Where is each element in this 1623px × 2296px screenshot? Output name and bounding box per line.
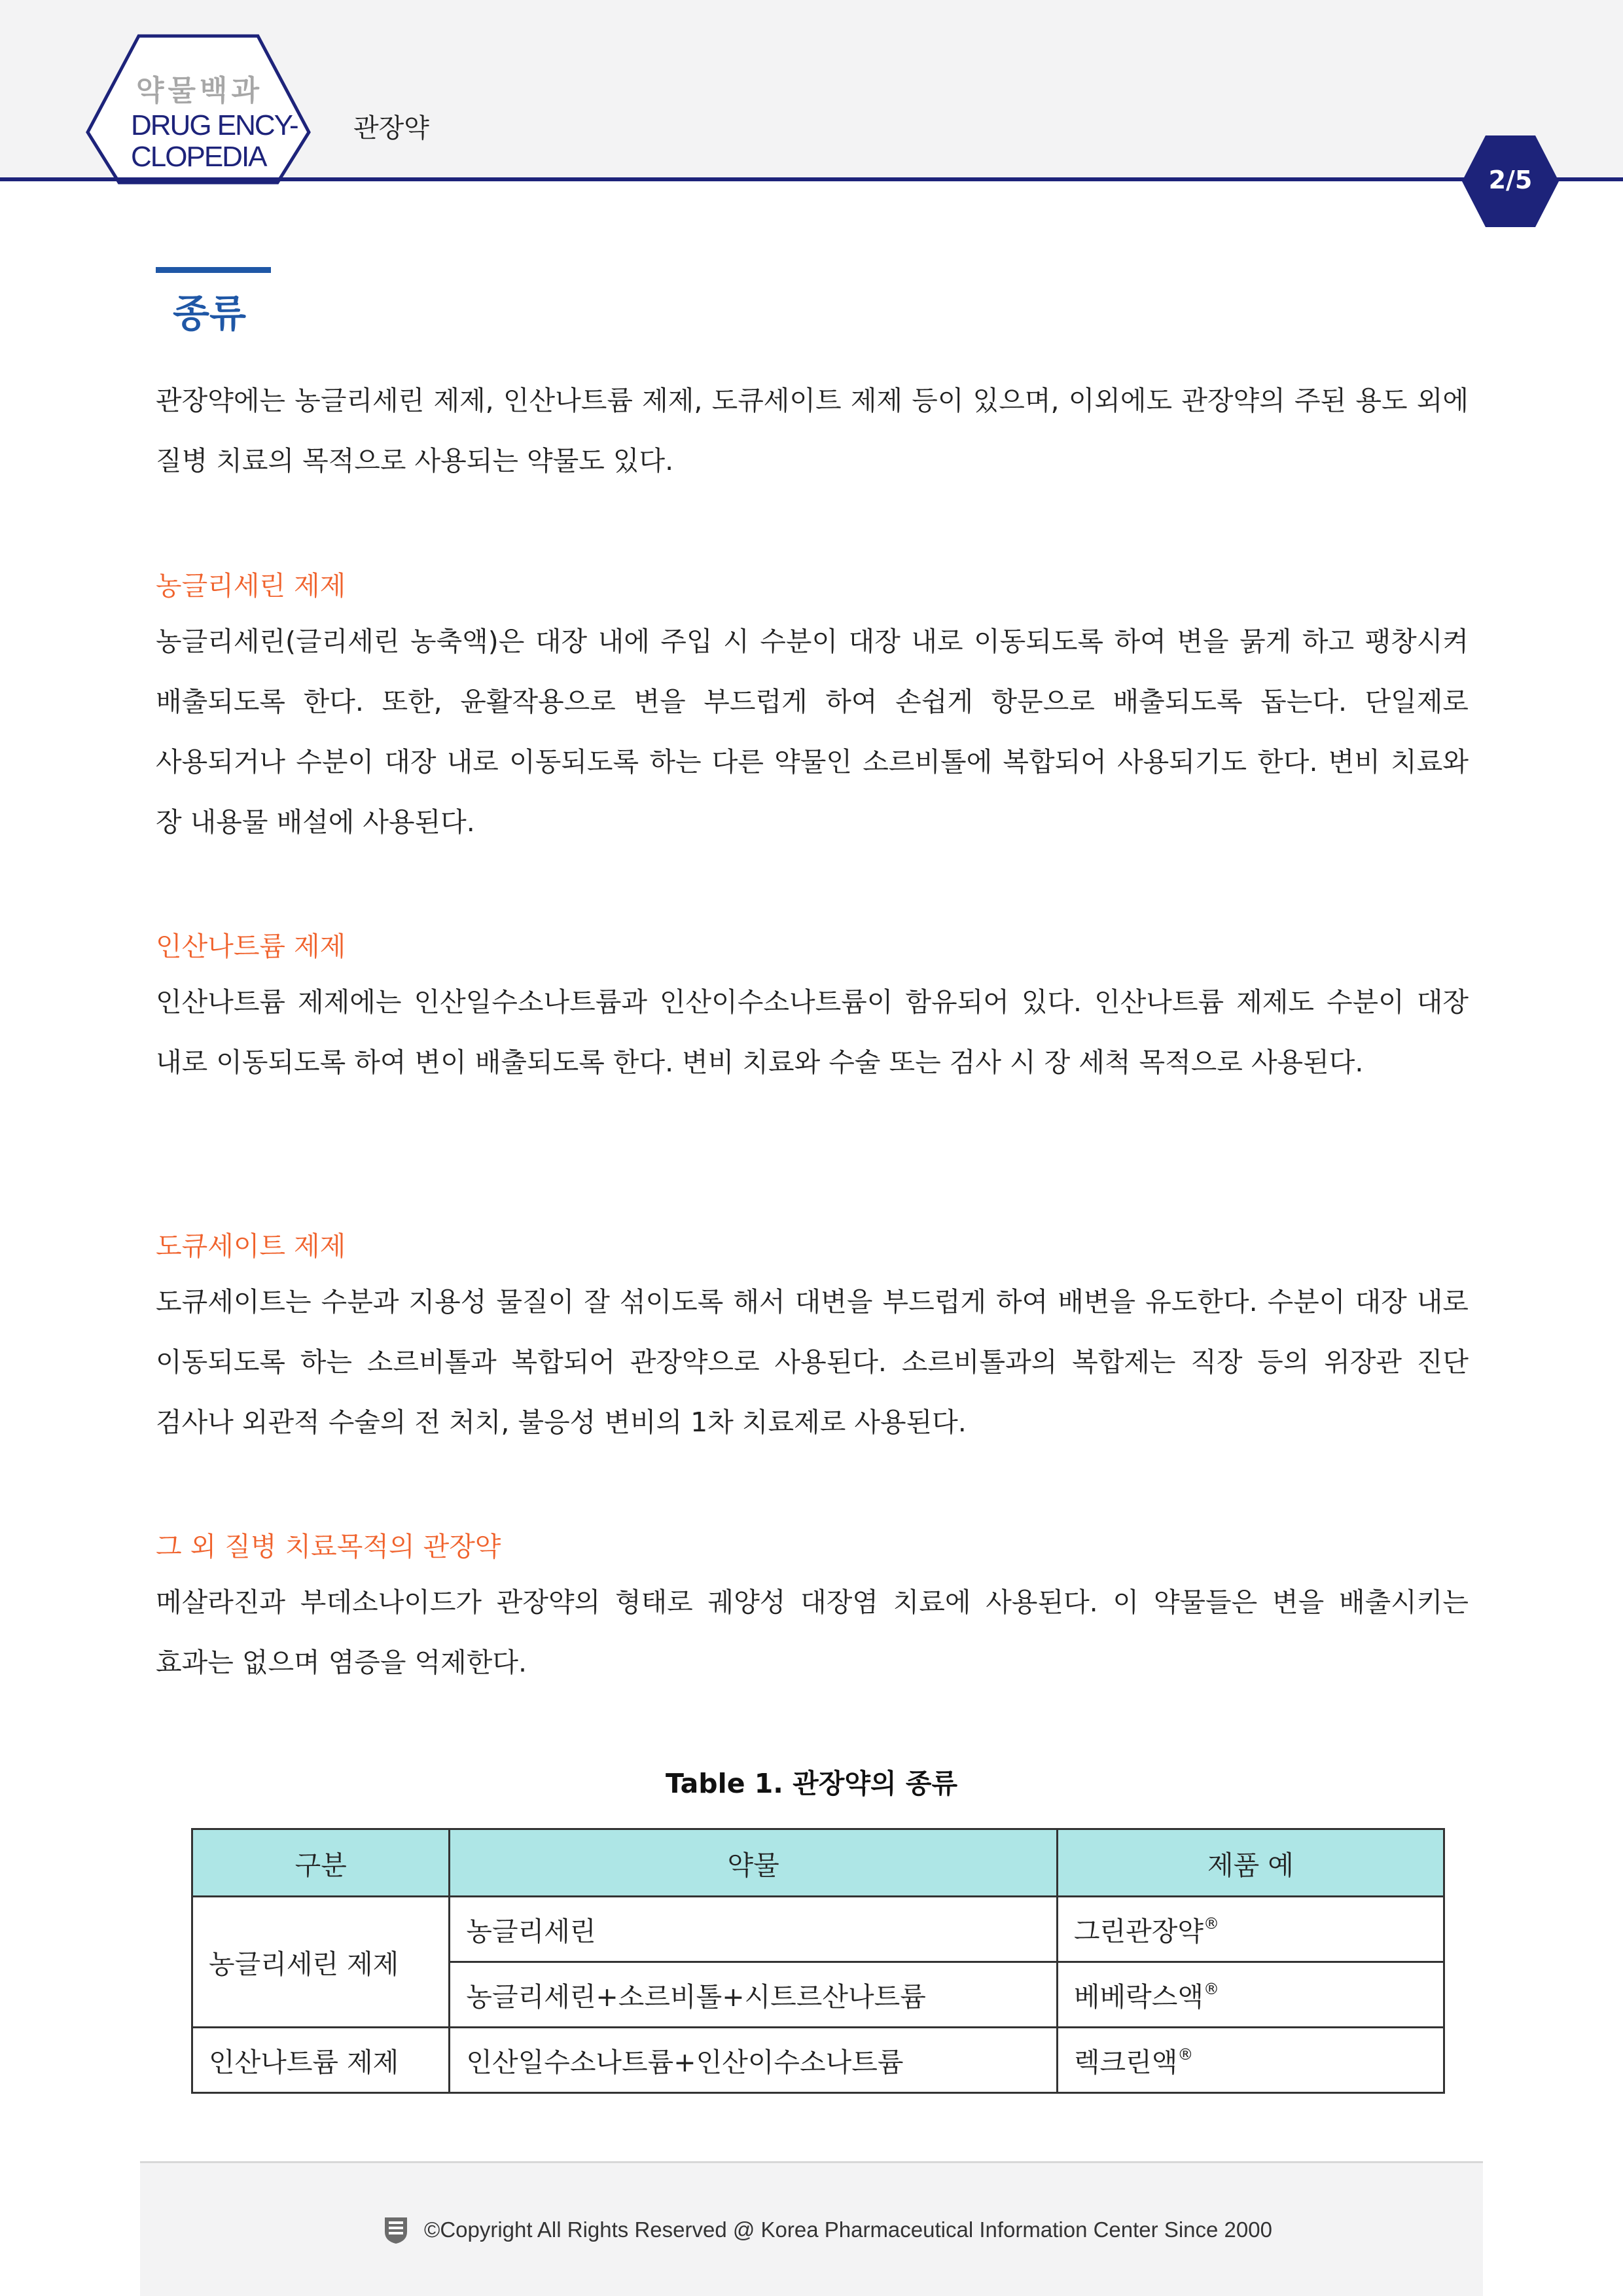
- table-row: [192, 1897, 1444, 1962]
- product-name: 렉크린액: [1073, 2047, 1178, 2078]
- subsection-title-sodium-phosphate: 인산나트륨 제제: [156, 931, 346, 962]
- subsection-title-glycerin: 농글리세린 제제: [156, 570, 346, 601]
- subsection-body-other: 메살라진과 부데소나이드가 관장약의 형태로 궤양성 대장염 치료에 사용된다. 이 약물들은 변을 배출시키는 효과는 없으며 염증을 억제한다.: [156, 1587, 1469, 1678]
- table-cell-drug: 인산일수소나트륨+인산이수소나트륨: [450, 2028, 1058, 2093]
- subsection-title-docusate: 도큐세이트 제제: [156, 1230, 346, 1262]
- footer-copyright: ©Copyright All Rights Reserved @ Korea Pharmaceutical Information Center Since 2000: [424, 2217, 1272, 2242]
- registered-mark: ®: [1177, 2045, 1194, 2064]
- subsection-body-docusate: 도큐세이트는 수분과 지용성 물질이 잘 섞이도록 해서 대변을 부드럽게 하여 배변을 유도한다. 수분이 대장 내로 이동되도록 하는 소르비톨과 복합되어 관장약으로 사용된다. 소르비톨과의 복합제는 직장 등의 위장관 진단 검사나 외관적 수술의 전 처치, 불응성 변비의 1차 치료제로 사용된다.: [156, 1286, 1469, 1438]
- subsection-title-other: 그 외 질병 치료목적의 관장약: [156, 1531, 501, 1562]
- registered-mark: ®: [1203, 1980, 1219, 1998]
- header-divider: [0, 177, 1623, 181]
- enema-types-table: [191, 1828, 1445, 2094]
- table-cell-product: [1057, 1897, 1444, 1962]
- table-row: [192, 2028, 1444, 2093]
- page-indicator: 2/5: [1488, 166, 1533, 194]
- table-header-drug: 약물: [450, 1829, 1058, 1897]
- subsection-body-glycerin: 농글리세린(글리세린 농축액)은 대장 내에 주입 시 수분이 대장 내로 이동되도록 하여 변을 묽게 하고 팽창시켜 배출되도록 한다. 또한, 윤활작용으로 변을 부드럽게 하여 손쉽게 항문으로 배출되도록 돕는다. 단일제로 사용되거나 수분이 대장 내로 이동되도록 하는 다른 약물인 소르비톨에 복합되어 사용되기도 한다. 변비 치료와 장 내용물 배설에 사용된다.: [156, 626, 1469, 838]
- section-accent-bar: [156, 267, 271, 273]
- logo-english-line1: DRUG ENCY-: [131, 109, 298, 141]
- table-cell-product: [1057, 1962, 1444, 2028]
- logo-english-text: [131, 110, 301, 173]
- table-cell-category: 농글리세린 제제: [192, 1897, 450, 2028]
- table-header-row: [192, 1829, 1444, 1897]
- subsection-body-sodium-phosphate: 인산나트륨 제제에는 인산일수소나트륨과 인산이수소나트륨이 함유되어 있다. 인산나트륨 제제도 수분이 대장 내로 이동되도록 하여 변이 배출되도록 한다. 변비 치료와 수술 또는 검사 시 장 세척 목적으로 사용된다.: [156, 986, 1469, 1078]
- table-cell-category: 인산나트륨 제제: [192, 2028, 450, 2093]
- product-name: 그린관장약: [1073, 1916, 1204, 1947]
- table-cell-product: [1057, 2028, 1444, 2093]
- table-header-category: 구분: [192, 1829, 450, 1897]
- kpic-emblem-icon: [382, 2215, 410, 2245]
- table-cell-drug: 농글리세린+소르비톨+시트르산나트륨: [450, 1962, 1058, 2028]
- table-cell-drug: 농글리세린: [450, 1897, 1058, 1962]
- product-name: 베베락스액: [1073, 1981, 1204, 2013]
- header-title: 관장약: [353, 113, 429, 143]
- logo-korean-text: 약물백과: [136, 74, 264, 107]
- section-title: 종류: [173, 291, 247, 336]
- section-intro: 관장약에는 농글리세린 제제, 인산나트륨 제제, 도큐세이트 제제 등이 있으며, 이외에도 관장약의 주된 용도 외에 질병 치료의 목적으로 사용되는 약물도 있다.: [156, 385, 1469, 476]
- table-header-product: 제품 예: [1057, 1829, 1444, 1897]
- registered-mark: ®: [1203, 1914, 1219, 1933]
- table-caption: Table 1. 관장약의 종류: [665, 1768, 958, 1799]
- logo-english-line2: CLOPEDIA: [131, 141, 266, 173]
